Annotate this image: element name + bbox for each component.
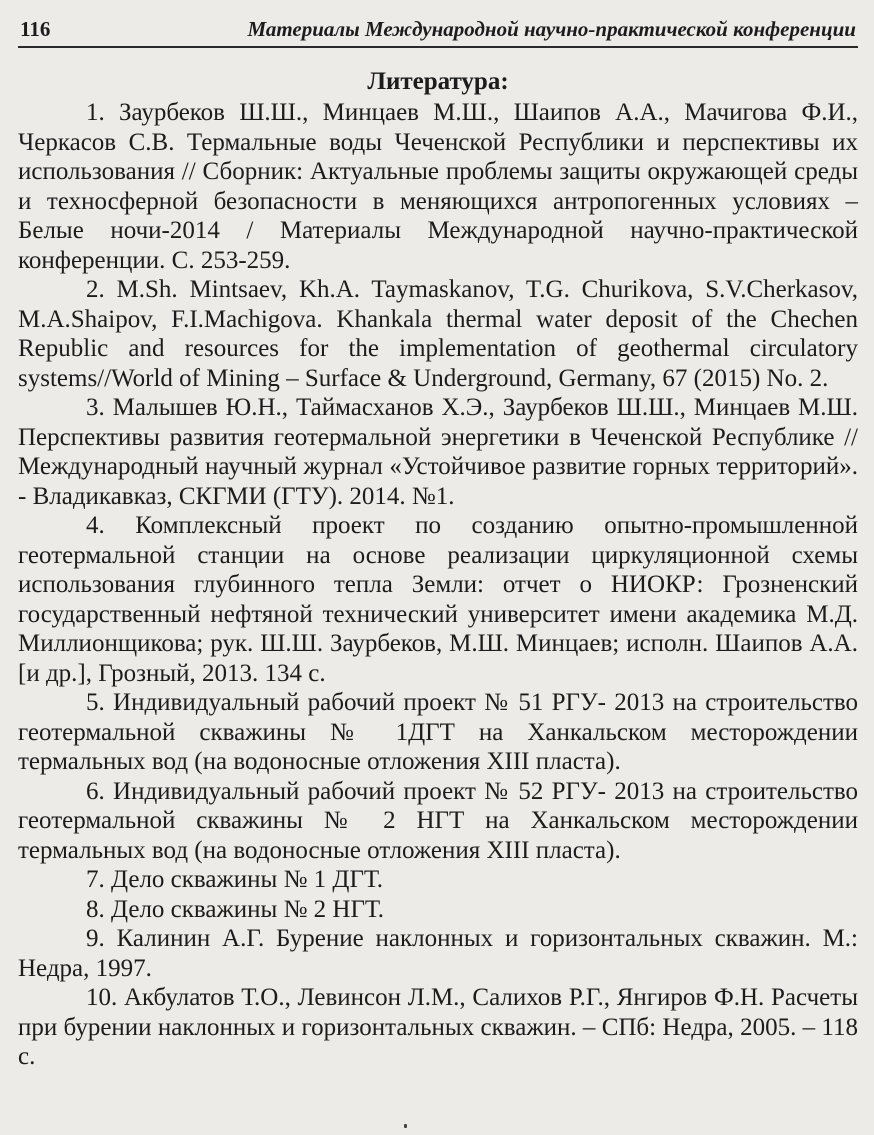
reference-number: 5. — [86, 689, 105, 716]
highlighted-reference — [18, 925, 858, 982]
reference-item-3 — [18, 393, 858, 511]
page-number: 116 — [20, 17, 51, 41]
reference-text: M.Sh. Mintsaev, Kh.A. Taymaskanov, T.G. Churikova, S.V.Cherkasov, M.A.Shaipov, F.I.Machigova. Khankala thermal water deposit of the Chechen Republic and resources for the implementation of geothermal circulatory systems//World of Mining – Surface & Underground, Germany, 67 (2015) No. 2. — [18, 276, 858, 392]
scan-speck — [404, 1124, 407, 1128]
reference-item-5 — [18, 688, 858, 777]
reference-text: Индивидуальный рабочий проект № 52 РГУ- 2013 на строительство геотермальной скважины № 2 НГТ на Ханкальском месторождении термальных вод (на водоносные отложения XIII пласта). — [18, 777, 858, 864]
reference-text: Калинин А.Г. Бурение наклонных и горизонтальных скважин. М.: Недра, 1997. — [18, 925, 858, 982]
reference-item-9 — [18, 924, 858, 983]
reference-text: Акбулатов Т.О., Левинсон Л.М., Салихов Р.Г., Янгиров Ф.Н. Расчеты при бурении наклонных и горизонтальных скважин. – СПб: Недра, 2005. – 118 с. — [18, 984, 858, 1070]
reference-item-10 — [18, 983, 858, 1072]
reference-item-4 — [18, 511, 858, 688]
reference-item-7 — [18, 865, 858, 895]
reference-number: 2. — [86, 276, 105, 303]
reference-number: 8. — [86, 895, 105, 923]
page-header — [18, 16, 858, 48]
reference-item-8 — [18, 895, 858, 925]
reference-text: Индивидуальный рабочий проект № 51 РГУ- 2013 на строительство геотермальной скважины № 1ДГТ на Ханкальском месторождении термальных вод (на водоносные отложения XIII пласта). — [18, 689, 858, 775]
reference-text: Заурбеков Ш.Ш., Минцаев М.Ш., Шаипов А.А., Мачигова Ф.И., Черкасов С.В. Термальные воды Чеченской Республики и перспективы их использования // Сборник: Актуальные проблемы защиты окружающей среды и техносферной безопасности в меняющихся антропогенных условиях – Белые ночи-2014 / Материалы Международной научно-практической конференции. С. 253-259. — [18, 99, 858, 274]
reference-number: 10. — [86, 984, 118, 1011]
section-title: Литература: — [367, 68, 509, 95]
reference-item-2 — [18, 275, 858, 393]
reference-text: Малышев Ю.Н., Таймасханов Х.Э., Заурбеков Ш.Ш., Минцаев М.Ш. Перспективы развития геотермальной энергетики в Чеченской Республике // Международный научный журнал «Устойчивое развитие горных территорий». - Владикавказ, СКГМИ (ГТУ). 2014. №1. — [18, 394, 858, 510]
reference-number: 9. — [86, 925, 105, 952]
reference-text: Дело скважины № 2 НГТ. — [111, 895, 384, 923]
reference-text: Комплексный проект по созданию опытно-промышленной геотермальной станции на основе реализации циркуляционной схемы использования глубинного тепла Земли: отчет о НИОКР: Грозненский государственный нефтяной технический университет имени академика М.Д. Миллионщикова; рук. Ш.Ш. Заурбеков, М.Ш. Минцаев; исполн. Шаипов А.А. [и др.], Грозный, 2013. 134 с. — [18, 512, 859, 687]
reference-item-1 — [18, 98, 858, 275]
reference-number: 4. — [86, 512, 105, 539]
reference-list — [18, 98, 858, 1072]
reference-number: 1. — [86, 99, 105, 126]
reference-item-6 — [18, 777, 858, 866]
running-title: Материалы Международной научно-практической конференции — [247, 17, 856, 41]
reference-number: 7. — [86, 866, 105, 893]
reference-number: 3. — [86, 394, 105, 421]
reference-number: 6. — [86, 777, 105, 805]
reference-text: Дело скважины № 1 ДГТ. — [111, 866, 383, 893]
